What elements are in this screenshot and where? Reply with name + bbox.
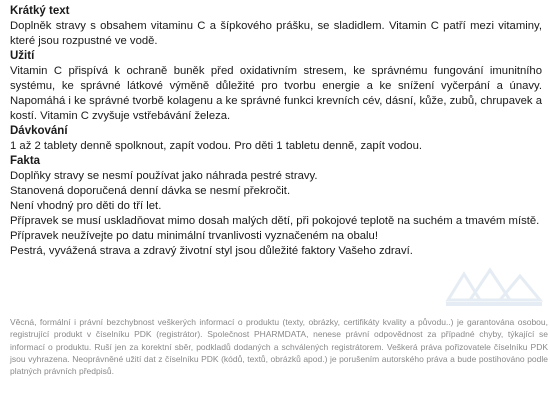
legal-disclaimer: Věcná, formální i právní bezchybnost veškerých informací o produktu (texty, obrázky, certifikáty kvality a původu..) je garantována osobou, registrující produkt v číselníku PDK (registrátor). Společnost PHARMDATA, nenese právní odpovědnost za případné chyby, týkající se informací o produktu. Ruší jen za korektní sběr, podkladů dodaných a schválených registrátorem. Veškerá práva pořizovatele číselníku PDK jsou vyhrazena. Neoprávněné užití dat z číselníku PDK (kódů, textů, obrázků apod.) je porušením autorského práva a bude postihováno podle platných právních předpisů. <box>10 317 548 377</box>
facts-line: Není vhodný pro děti do tří let. <box>10 200 162 212</box>
dosage-body: 1 až 2 tablety denně spolknout, zapít vodou. Pro děti 1 tabletu denně, zapít vodou. <box>10 140 422 152</box>
facts-line: Přípravek se musí uskladňovat mimo dosah malých dětí, při pokojové teplotě na suchém a tmavém místě. <box>10 215 540 227</box>
pharmdata-logo-watermark-icon <box>440 266 548 310</box>
facts-title: Fakta <box>10 155 41 167</box>
usage-title: Užití <box>10 50 35 62</box>
facts-line: Přípravek neužívejte po datu minimální trvanlivosti vyznačeném na obalu! <box>10 230 378 242</box>
facts-line: Pestrá, vyvážená strava a zdravý životní styl jsou důležité faktory Vašeho zdraví. <box>10 245 413 257</box>
usage-body: Vitamin C přispívá k ochraně buněk před oxidativním stresem, ke správnému fungování imunitního systému, ke správné látkové výměně důležité pro tvorbu energie a ke snížení vyčerpání a únavy. Napomáhá i ke správné tvorbě kolagenu a ke správné funkci krevních cév, dásní, kůže, zubů, chrupavek a kostí. Vitamin C zvyšuje vstřebávání železa. <box>10 65 542 122</box>
short-text-title: Krátký text <box>10 5 70 17</box>
dosage-title: Dávkování <box>10 125 68 137</box>
facts-line: Doplňky stravy se nesmí používat jako náhrada pestré stravy. <box>10 170 318 182</box>
facts-line: Stanovená doporučená denní dávka se nesmí překročit. <box>10 185 291 197</box>
product-info <box>10 4 548 377</box>
short-text-body: Doplněk stravy s obsahem vitaminu C a šípkového prášku, se sladidlem. Vitamin C patří mezi vitaminy, které jsou rozpustné ve vodě. <box>10 20 542 47</box>
facts-list <box>10 169 542 259</box>
